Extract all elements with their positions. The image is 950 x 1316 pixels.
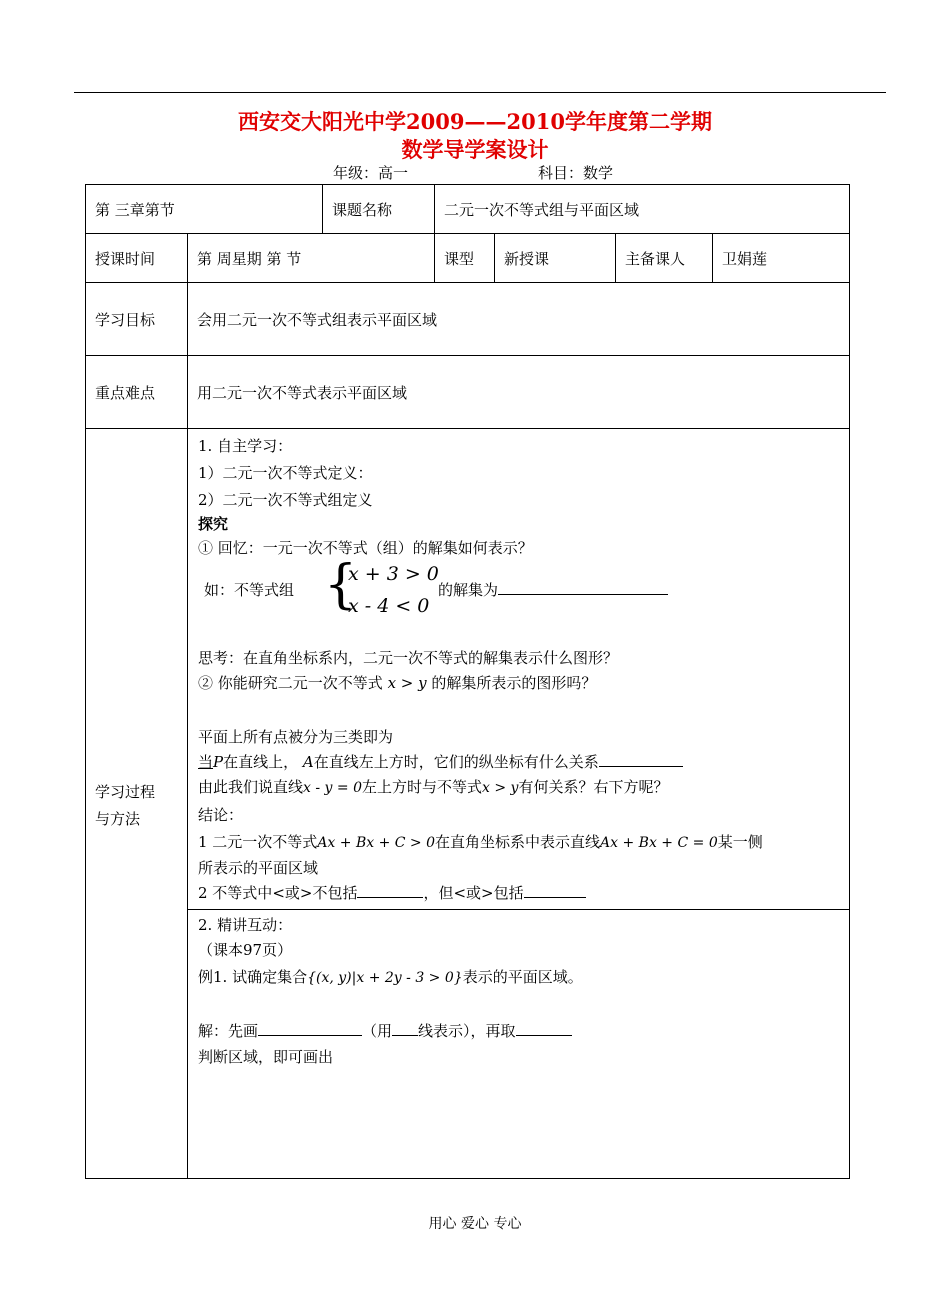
process-label-cell [86, 429, 188, 1179]
topic-value: 二元一次不等式组与平面区域 [435, 185, 850, 234]
chapter-cell: 第 三章第节 [86, 185, 323, 234]
answer-blank-2[interactable] [599, 752, 683, 767]
type-value: 新授课 [495, 234, 616, 283]
c2-text-d: <或>包括 [453, 884, 524, 902]
example-prefix: 如：不等式组 [204, 581, 295, 599]
c1-text-b: 在直角坐标系中表示直线 [435, 833, 601, 851]
sol-text-d: 判断区域，即可画出 [198, 1048, 334, 1066]
c1-math-2: Ax + Bx + C = 0 [600, 835, 718, 851]
sol-text-b: （用 [362, 1022, 393, 1040]
footer-motto: 用心 爱心 专心 [428, 1216, 522, 1232]
time-label: 授课时间 [86, 234, 188, 283]
interactive-cell [188, 910, 850, 1179]
thus-text-b: 左上方时与不等式 [362, 778, 483, 796]
type-label: 课型 [435, 234, 495, 283]
upper-left-text: 在直线左上方时，它们的纵坐标有什么关系 [313, 753, 599, 771]
example-suffix: 的解集为 [438, 581, 499, 599]
topic-label: 课题名称 [323, 185, 435, 234]
key-value: 用二元一次不等式表示平面区域 [188, 356, 850, 429]
inequality-2: x - 4 < 0 [348, 595, 430, 617]
study-text-a: ② 你能研究二元一次不等式 [198, 674, 383, 692]
study-text-b: 的解集所表示的图形吗？ [431, 674, 597, 692]
doc-title-line2: 数学导学案设计 [401, 137, 549, 162]
goal-value: 会用二元一次不等式组表示平面区域 [188, 283, 850, 356]
line-math: x - y = 0 [303, 780, 362, 796]
c1-text-c: 某一侧 [717, 833, 763, 851]
c2-text-c: ，但 [423, 884, 454, 902]
example-text-b: 表示的平面区域。 [462, 968, 583, 986]
answer-blank-1[interactable] [498, 580, 668, 595]
think-question: 思考：在直角坐标系内，二元一次不等式的解集表示什么图形？ [198, 649, 619, 667]
c1-text-d: 所表示的平面区域 [198, 859, 319, 877]
process-label-2: 与方法 [95, 809, 141, 828]
doc-title-line1: 西安交大阳光中学2009——2010学年度第二学期 [238, 109, 712, 134]
grade-label: 年级：高一 [333, 164, 409, 182]
time-value: 第 周星期 第 节 [188, 234, 435, 283]
section2-heading: 2. 精讲互动： [198, 916, 293, 934]
thus-text-a: 由此我们说直线 [198, 778, 304, 796]
thus-text-c: 有何关系？右下方呢？ [518, 778, 669, 796]
plane-text: 平面上所有点被分为三类即为 [198, 728, 394, 746]
brace-icon: { [324, 555, 358, 615]
answer-blank-6[interactable] [392, 1021, 418, 1036]
teacher-label: 主备课人 [616, 234, 713, 283]
a-var: A [302, 753, 314, 771]
c1-math-1: Ax + Bx + C > 0 [317, 835, 436, 851]
c1-text-a: 1 二元一次不等式 [198, 833, 318, 851]
inequality-1: x + 3 > 0 [348, 563, 439, 585]
conclusion-heading: 结论： [198, 806, 244, 824]
self-study-cell [188, 429, 850, 910]
section1-heading: 1. 自主学习： [198, 437, 293, 455]
answer-blank-7[interactable] [516, 1021, 572, 1036]
study-math: x > y [387, 674, 427, 692]
answer-blank-3[interactable] [357, 883, 423, 898]
lesson-table [85, 184, 850, 1179]
on-line-text: 在直线上， [223, 753, 299, 771]
recall-question: ① 回忆：一元一次不等式（组）的解集如何表示？ [198, 539, 533, 557]
teacher-value: 卫娟莲 [713, 234, 850, 283]
process-label-1: 学习过程 [95, 782, 156, 801]
definition-2: 2）二元一次不等式组定义 [198, 491, 373, 509]
key-label: 重点难点 [86, 356, 188, 429]
when-text: 当 [198, 753, 214, 771]
p-var: P [213, 753, 224, 771]
textbook-ref: （课本97页） [198, 941, 293, 959]
ineq-math: x > y [482, 780, 519, 796]
definition-1: 1）二元一次不等式定义： [198, 464, 373, 482]
goal-label: 学习目标 [86, 283, 188, 356]
subject-label: 科目：数学 [538, 164, 614, 182]
explore-heading: 探究 [198, 515, 229, 533]
answer-blank-4[interactable] [524, 883, 586, 898]
top-rule [74, 92, 886, 93]
answer-blank-5[interactable] [258, 1021, 362, 1036]
c2-text-a: 2 不等式中 [198, 884, 273, 902]
sol-text-c: 线表示），再取 [418, 1022, 516, 1040]
c2-text-b: <或>不包括 [272, 884, 358, 902]
set-math: {(x, y)|x + 2y - 3 > 0} [307, 970, 463, 986]
example-text-a: 例1. 试确定集合 [198, 968, 308, 986]
sol-text-a: 解：先画 [198, 1022, 259, 1040]
